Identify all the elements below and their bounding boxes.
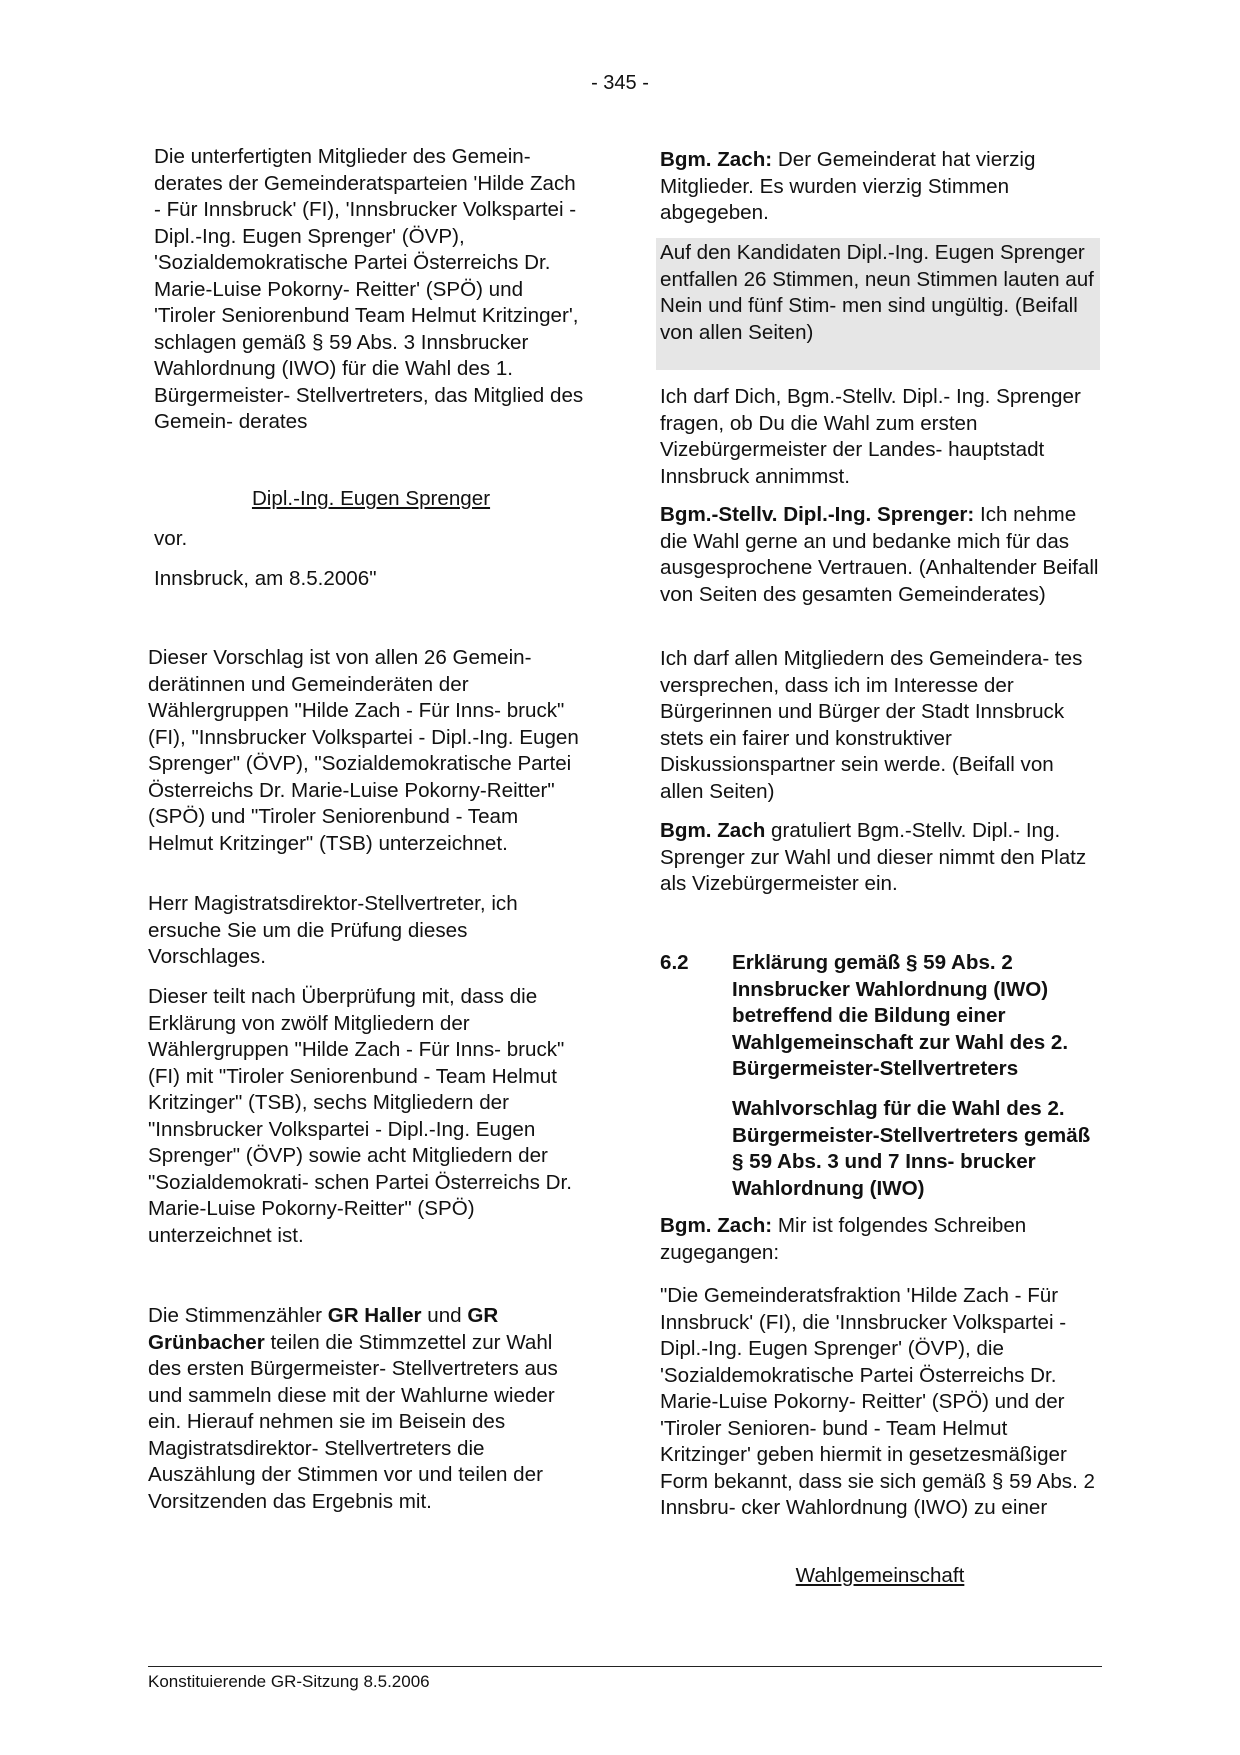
page-number: - 345 - — [591, 72, 649, 94]
date-line: Innsbruck, am 8.5.2006" — [154, 567, 377, 590]
paragraph-congratulation: Bgm. Zach gratuliert Bgm.-Stellv. Dipl.- Ing. Sprenger zur Wahl und dieser nimmt den Platz als Vizebürgermeister ein. — [660, 819, 1087, 895]
paragraph-acceptance: Bgm.-Stellv. Dipl.-Ing. Sprenger: Ich nehme die Wahl gerne an und bedanke mich für das ausgesprochene Vertrauen. (Anhaltender Beifall von Seiten des gesamten Gemeinderates) — [660, 503, 1099, 606]
paragraph-vote-counting: Die Stimmenzähler GR Haller und GR Grünbacher teilen die Stimmzettel zur Wahl des ersten Bürgermeister- Stellvertreters aus und sammeln diese mit der Wahlurne wieder ein. Hierauf nehmen sie im Beisein des Magistratsdirektor- Stellvertreters die Auszählung der Stimmen vor und teilen der Vorsitzenden das Ergebnis mit. — [148, 1304, 558, 1513]
footer-divider — [148, 1666, 1102, 1667]
proposal-quote: Die unterfertigten Mitglieder des Gemein- derates der Gemeinderatsparteien 'Hilde Zach - Für Innsbruck' (FI), 'Innsbrucker Volkspartei - Dipl.-Ing. Eugen Sprenger' (ÖVP), 'Sozialdemokratische Partei Österreichs Dr. Marie-Luise Pokorny- Reitter' (SPÖ) und 'Tiroler Seniorenbund Team Helmut Kritzinger', schlagen gemäß § 59 Abs. 3 Innsbrucker Wahlordnung (IWO) für die Wahl des 1. Bürgermeister- Stellvertreters, das Mitglied des Gemein- derates — [154, 145, 584, 433]
paragraph-letter-quote: "Die Gemeinderatsfraktion 'Hilde Zach - Für Innsbruck' (FI), die 'Innsbrucker Volkspartei - Dipl.-Ing. Eugen Sprenger' (ÖVP), die 'Sozialdemokratische Partei Österreichs Dr. Marie-Luise Pokorny- Reitter' (SPÖ) und der 'Tiroler Senioren- bund - Team Helmut Kritzinger' geben hiermit in gesetzesmäßiger Form bekannt, dass sie sich gemäß § 59 Abs. 2 Innsbru- cker Wahlordnung (IWO) zu einer — [660, 1284, 1095, 1519]
paragraph-letter-intro: Bgm. Zach: Mir ist folgendes Schreiben zugegangen: — [660, 1214, 1027, 1264]
vor-text: vor. — [154, 527, 188, 550]
section-number: 6.2 — [660, 951, 689, 974]
shaded-result-box — [656, 238, 1100, 370]
paragraph-review-result: Dieser teilt nach Überprüfung mit, dass die Erklärung von zwölf Mitgliedern der Wählergruppen "Hilde Zach - Für Inns- bruck" (FI) mit "Tiroler Seniorenbund - Team Helmut Kritzinger" (TSB), sechs Mitgliedern der "Innsbrucker Volkspartei - Dipl.-Ing. Eugen Sprenger" (ÖVP) sowie acht Mitgliedern der "Sozialdemokrati- schen Partei Österreichs Dr. Marie-Luise Pokorny-Reitter" (SPÖ) unterzeichnet ist. — [148, 985, 572, 1247]
candidate-name: Dipl.-Ing. Eugen Sprenger — [251, 487, 491, 510]
paragraph-promise: Ich darf allen Mitgliedern des Gemeindera- tes versprechen, dass ich im Interesse der Bürgerinnen und Bürger der Stadt Innsbruck stets ein fairer und konstruktiver Diskussionspartner sein werde. (Beifall von allen Seiten) — [660, 647, 1083, 803]
section-title: Erklärung gemäß § 59 Abs. 2 Innsbrucker Wahlordnung (IWO) betreffend die Bildung einer Wahlgemeinschaft zur Wahl des 2. Bürgermeister-Stellvertreters — [732, 951, 1069, 1080]
paragraph-proposal-signed: Dieser Vorschlag ist von allen 26 Gemein- derätinnen und Gemeinderäten der Wählergruppen "Hilde Zach - Für Inns- bruck" (FI), "Innsbrucker Volkspartei - Dipl.-Ing. Eugen Sprenger" (ÖVP), "Sozialdemokratische Partei Österreichs Dr. Marie-Luise Pokorny-Reitter" (SPÖ) und "Tiroler Seniorenbund - Team Helmut Kritzinger" (TSB) unterzeichnet. — [148, 646, 579, 855]
footer-text: Konstituierende GR-Sitzung 8.5.2006 — [148, 1672, 430, 1691]
wahlgemeinschaft-heading: Wahlgemeinschaft — [795, 1564, 965, 1587]
election-result-text: Auf den Kandidaten Dipl.-Ing. Eugen Sprenger entfallen 26 Stimmen, neun Stimmen lauten auf Nein und fünf Stim- men sind ungültig. (Beifall von allen Seiten) — [660, 241, 1094, 344]
paragraph-request-review: Herr Magistratsdirektor-Stellvertreter, ich ersuche Sie um die Prüfung dieses Vorschlages. — [148, 892, 518, 968]
paragraph-acceptance-question: Ich darf Dich, Bgm.-Stellv. Dipl.- Ing. Sprenger fragen, ob Du die Wahl zum ersten Vizebürgermeister der Landes- hauptstadt Innsbruck annimmst. — [660, 385, 1081, 488]
left-column — [148, 0, 588, 1600]
paragraph-vote-count: Bgm. Zach: Der Gemeinderat hat vierzig Mitglieder. Es wurden vierzig Stimmen abgegeben. — [660, 148, 1036, 224]
section-subtitle: Wahlvorschlag für die Wahl des 2. Bürgermeister-Stellvertreters gemäß § 59 Abs. 3 und 7 Inns- brucker Wahlordnung (IWO) — [732, 1097, 1091, 1200]
right-column — [660, 0, 1100, 1600]
